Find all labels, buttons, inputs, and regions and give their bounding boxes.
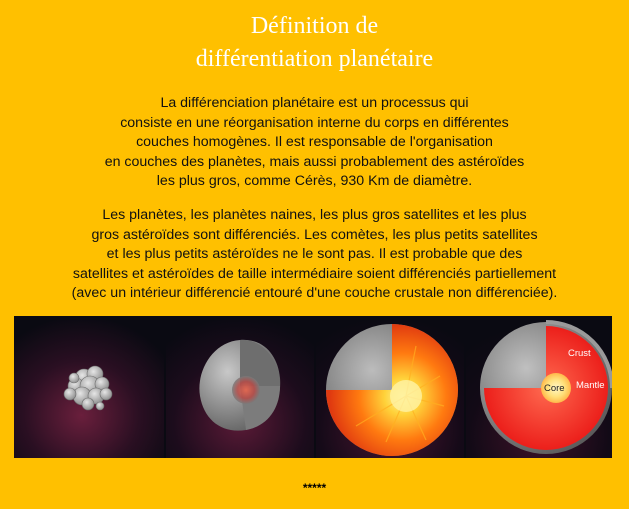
paragraph-line: Les planètes, les planètes naines, les plus gros satellites et les plus bbox=[102, 207, 527, 223]
title-line-1: Définition de bbox=[250, 13, 379, 39]
paragraph-line: et les plus petits astéroïdes ne le sont pas. Il est probable que des bbox=[106, 246, 523, 262]
crust-label: Crust bbox=[568, 348, 591, 359]
title-line-2: différentiation planétaire bbox=[195, 46, 434, 72]
panel-differentiated-body bbox=[466, 316, 612, 458]
paragraph-line: (avec un intérieur différencié entouré d'une couche crustale non différenciée). bbox=[71, 285, 558, 301]
mantle-label: Mantle bbox=[576, 380, 605, 391]
differentiation-illustration bbox=[14, 316, 612, 458]
page-title bbox=[0, 10, 629, 76]
paragraph-line: couches homogènes. Il est responsable de l'organisation bbox=[136, 134, 493, 150]
panel-molten-body bbox=[316, 316, 464, 458]
core-label: Core bbox=[544, 383, 565, 394]
paragraph-line: consiste en une réorganisation interne du corps en différentes bbox=[120, 114, 509, 131]
details-paragraph bbox=[0, 206, 629, 304]
paragraph-line: en couches des planètes, mais aussi probablement des astéroïdes bbox=[104, 153, 525, 170]
paragraph-line: La différenciation planétaire est un processus qui bbox=[160, 95, 469, 111]
panel-heating-body bbox=[166, 316, 314, 458]
paragraph-line: satellites et astéroïdes de taille intermédiaire soient différenciés partiellement bbox=[72, 265, 557, 282]
paragraph-line: gros astéroïdes sont différenciés. Les comètes, les plus petits satellites bbox=[91, 226, 538, 243]
section-separator: ***** bbox=[302, 481, 327, 495]
paragraph-line: les plus gros, comme Cérès, 930 Km de diamètre. bbox=[156, 173, 473, 189]
intro-paragraph bbox=[0, 94, 629, 192]
panel-undifferentiated-body bbox=[14, 316, 164, 458]
